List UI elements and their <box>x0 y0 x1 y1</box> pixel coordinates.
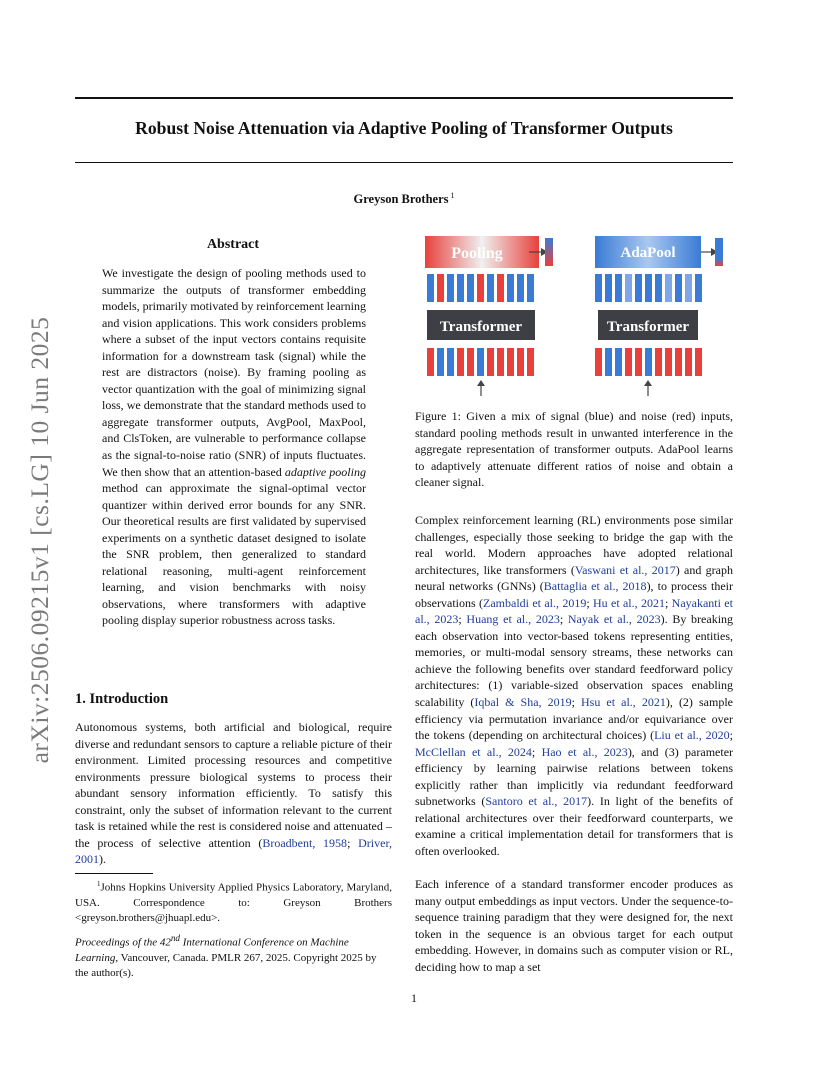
token-bar <box>695 274 702 302</box>
intro-body: Autonomous systems, both artificial and biological, require diverse and redundant sensors to capture a reliable picture of their environment. Limited processing resources and competitive environments pressure biological systems to process their abundant sensory information efficiently. To satisfy this constraint, only the subset of information relevant to the current task is retained while the rest is considered noise and attenuated – the process of selective attention (Broadbent, 1958; Driver, 2001). <box>75 720 392 867</box>
token-bar <box>437 274 444 302</box>
arxiv-stamp: arXiv:2506.09215v1 [cs.LG] 10 Jun 2025 <box>25 316 54 764</box>
footnote: $^1$Johns Hopkins University Applied Physics Laboratory, Maryland, USA. Correspondence to: Greyson Brothers <greyson.brothers@jhuapl.edu>. <box>75 880 392 924</box>
token-bar <box>487 348 494 376</box>
token-bar <box>595 348 602 376</box>
intro-heading: 1. Introduction <box>75 691 169 707</box>
token-bar <box>625 348 632 376</box>
token-bar <box>507 348 514 376</box>
left-output-tokens <box>427 274 534 302</box>
body-paragraph: Each inference of a standard transformer encoder produces as many output embeddings as input vectors. Under the sequence-to-sequence training paradigm that they were designed for, the next token in the sequence is an obvious target for each output embedding. However, in domains such as computer vision or RL, deciding how to map a set <box>415 877 733 974</box>
token-bar <box>527 274 534 302</box>
page-number: 1 <box>411 991 417 1005</box>
token-bar <box>467 348 474 376</box>
left-input-tokens <box>427 348 534 376</box>
citation-link[interactable]: Hu et al., 2021 <box>592 595 665 610</box>
token-bar <box>685 274 692 302</box>
token-bar <box>467 274 474 302</box>
token-bar <box>605 274 612 302</box>
figure-caption: Figure 1: Given a mix of signal (blue) and noise (red) inputs, standard pooling methods result in unwanted interference in the aggregate representation of transformer outputs. AdaPool learns to adaptively attenuate different ratios of noise and obtain a cleaner signal. <box>415 409 733 490</box>
paper-title: Robust Noise Attenuation via Adaptive Pooling of Transformer Outputs <box>135 118 673 138</box>
token-bar <box>477 274 484 302</box>
token-bar <box>457 348 464 376</box>
right-panel <box>595 236 723 396</box>
abstract-body: We investigate the design of pooling methods used to summarize the outputs of transformer embedding models, primarily motivated by reinforcement learning and vision applications. This work considers problems where a subset of the input vectors contains requisite information for a downstream task (signal) while the rest are distractors (noise). By framing pooling as vector quantization with the goal of minimizing signal loss, we demonstrate that the standard methods used to aggregate transformer outputs, AvgPool, MaxPool, and ClsToken, are vulnerable to performance collapse as the signal-to-noise ratio (SNR) of inputs fluctuates. We then show that an attention-based adaptive pooling method can approximate the signal-optimal vector quantizer within derived error bounds for any SNR. Our theoretical results are first validated by supervised experiments on a synthetic dataset designed to isolate the SNR problem, then generalized to standard relational reasoning, multi-agent reinforcement learning, and vision benchmarks with noisy observations, where transformers with adaptive pooling display superior robustness across tasks. <box>102 266 366 628</box>
citation-link[interactable]: Hao et al., 2023 <box>541 744 628 759</box>
title-bottom-rule <box>75 162 733 163</box>
token-bar <box>487 274 494 302</box>
token-bar <box>427 274 434 302</box>
token-bar <box>655 348 662 376</box>
token-bar <box>457 274 464 302</box>
figure-1 <box>415 232 735 402</box>
token-bar <box>447 348 454 376</box>
token-bar <box>675 274 682 302</box>
token-bar <box>635 274 642 302</box>
token-bar <box>437 348 444 376</box>
token-bar <box>675 348 682 376</box>
citation-link[interactable]: Liu et al., 2020 <box>654 728 730 743</box>
token-bar <box>665 348 672 376</box>
citation-link[interactable]: Santoro et al., 2017 <box>485 794 588 809</box>
token-bar <box>635 348 642 376</box>
token-bar <box>695 348 702 376</box>
token-bar <box>685 348 692 376</box>
body-paragraph: Complex reinforcement learning (RL) environments pose similar challenges, especially those seeking to bridge the gap with the real world. Modern approaches have adopted relational architectures, like transformers (Vaswani et al., 2017) and graph neural networks (GNNs) (Battaglia et al., 2018), to process their observations (Zambaldi et al., 2019; Hu et al., 2021; Nayakanti et al., 2023; Huang et al., 2023; Nayak et al., 2023). By breaking each observation into vector-based tokens representing entities, memories, or multi-modal sensory streams, these networks can achieve the following benefits over standard feedforward policy architectures: (1) variable-sized observation spaces enabling scalability (Iqbal & Sha, 2019; Hsu et al., 2021), (2) sample efficiency via permutation invariance and/or equivariance over the tokens (depending on architectural choices) (Liu et al., 2020; McClellan et al., 2024; Hao et al., 2023), and (3) parameter efficiency by learning pairwise relations between tokens explicitly rather than implicitly via redundant feedforward subnetworks (Santoro et al., 2017). In light of the benefits of relational architectures over their feedforward counterparts, we examine a critical implementation detail for transformers that is often overlooked. <box>415 513 734 858</box>
citation-link[interactable]: Nayak et al., 2023 <box>567 612 661 627</box>
citation-link[interactable]: Vaswani et al., 2017 <box>574 562 676 577</box>
adapool-label: AdaPool <box>620 245 676 261</box>
token-bar <box>605 348 612 376</box>
footnote-rule <box>75 873 153 874</box>
citation-link[interactable]: Zambaldi et al., 2019 <box>483 595 587 610</box>
token-bar <box>477 348 484 376</box>
citation-link[interactable]: Broadbent, 1958 <box>262 835 348 850</box>
token-bar <box>507 274 514 302</box>
author <box>75 191 733 207</box>
title-top-rule <box>75 97 733 99</box>
token-bar <box>497 274 504 302</box>
token-bar <box>427 348 434 376</box>
citation-link[interactable]: McClellan et al., 2024 <box>415 744 532 759</box>
citation-link[interactable]: Huang et al., 2023 <box>466 612 560 627</box>
token-bar <box>517 348 524 376</box>
citation-link[interactable]: Nayakanti et al., 2023 <box>415 595 733 627</box>
pooled-output-bar <box>545 238 553 266</box>
token-bar <box>595 274 602 302</box>
left-panel <box>425 236 553 396</box>
transformer-label: Transformer <box>606 319 690 335</box>
token-bar <box>497 348 504 376</box>
pooling-label: Pooling <box>451 245 503 262</box>
adapool-output-bar <box>715 238 723 266</box>
proceedings-note: Proceedings of the 42nd International Conference on Machine Learning, Vancouver, Canada. PMLR 267, 2025. Copyright 2025 by the author(s). <box>75 933 377 979</box>
token-bar <box>517 274 524 302</box>
token-bar <box>665 274 672 302</box>
token-bar <box>447 274 454 302</box>
citation-link[interactable]: Hsu et al., 2021 <box>581 695 666 710</box>
token-bar <box>625 274 632 302</box>
token-bar <box>645 348 652 376</box>
token-bar <box>615 274 622 302</box>
right-output-tokens <box>595 274 702 302</box>
transformer-label: Transformer <box>439 319 523 335</box>
author-mark: 1 <box>450 191 455 200</box>
citation-link[interactable]: Iqbal & Sha, 2019 <box>474 695 572 710</box>
token-bar <box>527 348 534 376</box>
citation-link[interactable]: Battaglia et al., 2018 <box>543 579 647 594</box>
token-bar <box>615 348 622 376</box>
citation-link[interactable]: Driver, 2001 <box>75 835 392 867</box>
token-bar <box>645 274 652 302</box>
right-input-tokens <box>595 348 702 376</box>
author-name: Greyson Brothers <box>353 192 449 207</box>
token-bar <box>655 274 662 302</box>
abstract-heading: Abstract <box>206 237 260 252</box>
